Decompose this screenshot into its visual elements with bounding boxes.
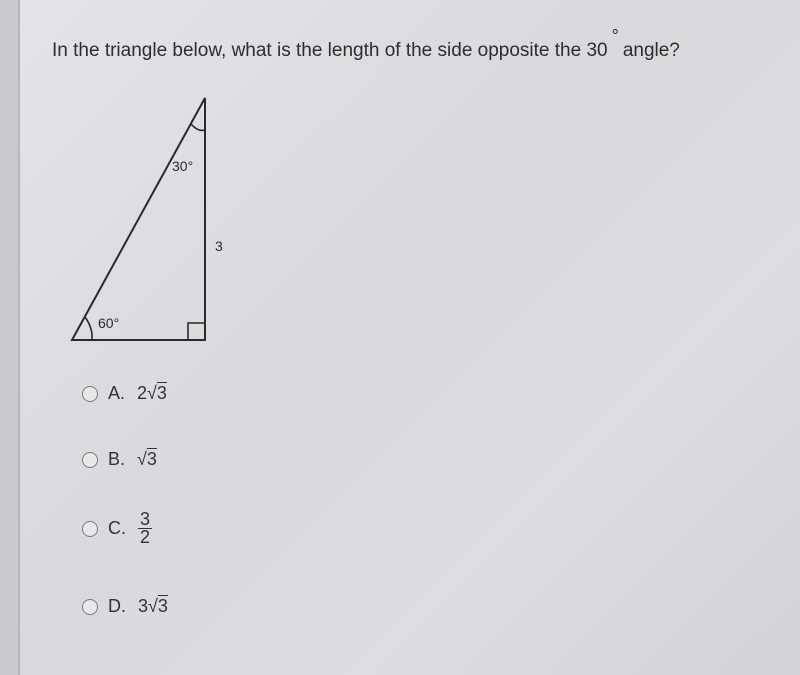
question-text-main: In the triangle below, what is the length of the side opposite the 30 [52,40,608,61]
left-border [0,0,20,675]
degree-symbol: ° [611,26,619,46]
choice-letter-d: D. [108,596,126,616]
choice-c[interactable] [82,511,152,546]
choice-a[interactable] [82,383,167,404]
question-text-end: angle? [622,40,680,61]
choice-b-value: √3 [137,449,157,469]
fraction-numerator: 3 [140,509,151,529]
question-text [52,26,680,62]
choice-d-value: 3√3 [138,596,168,616]
triangle-diagram [60,88,230,353]
choice-d[interactable] [82,596,168,617]
side-label: 3 [215,238,223,254]
choice-letter-c: C. [108,518,126,538]
angle-label-60: 60° [98,315,120,331]
radio-button-b[interactable] [82,452,98,468]
radio-button-d[interactable] [82,599,98,615]
angle-label-30: 30° [172,158,194,174]
choice-b[interactable] [82,449,157,470]
right-angle-marker [188,323,205,340]
radio-button-c[interactable] [82,521,98,537]
radio-button-a[interactable] [82,386,98,402]
top-angle-arc [191,124,205,130]
triangle [72,98,205,340]
choice-a-value: 2√3 [137,383,167,403]
choice-c-fraction [138,511,152,546]
bottom-left-angle-arc [85,317,92,340]
fraction-denominator: 2 [140,527,151,547]
choice-letter-a: A. [108,383,126,403]
choice-letter-b: B. [108,449,126,469]
